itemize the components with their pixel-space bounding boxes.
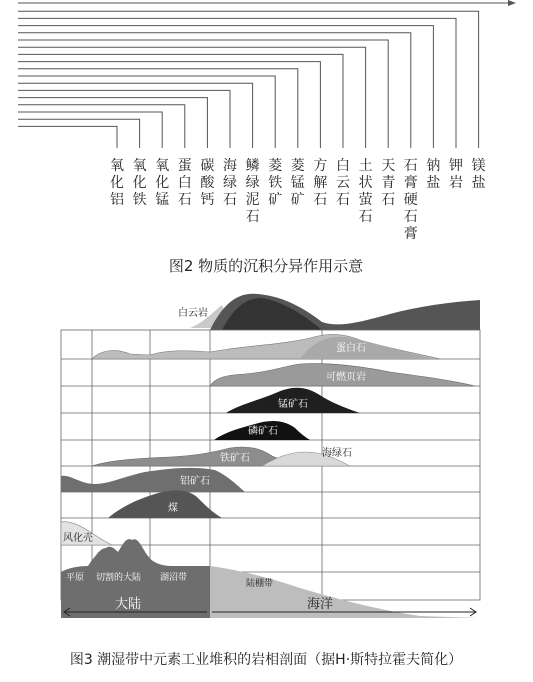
- differentiation-line: [18, 119, 140, 148]
- mineral-label: 鳞绿泥石: [245, 158, 260, 225]
- label-iron-ore: 铁矿石: [220, 453, 250, 464]
- mineral-label: 氧化铁: [132, 158, 147, 208]
- mineral-label: 钾岩: [449, 158, 463, 191]
- mineral-label: 蛋白石: [177, 158, 192, 208]
- mineral-label: 菱锰矿: [290, 158, 305, 208]
- label-glauconite: 海绿石: [322, 448, 352, 459]
- mineral-label: 土状萤石: [358, 158, 373, 225]
- differentiation-line: [18, 83, 253, 148]
- label-lake-zone: 湖沼带: [160, 573, 188, 583]
- figure-3-caption: 图3 潮湿带中元素工业堆积的岩相剖面（据H·斯特拉霍夫简化）: [69, 652, 463, 668]
- label-shelf-zone: 陆棚带: [246, 579, 274, 589]
- mineral-label: 氧化锰: [155, 158, 170, 208]
- label-organic-limestone: 有机灰岩: [296, 294, 336, 305]
- label-dissected-continent: 切割的大陆: [96, 573, 142, 583]
- differentiation-line: [18, 26, 433, 148]
- mineral-labels: [110, 157, 486, 242]
- mineral-label: 天青石: [381, 158, 396, 208]
- mineral-label: 钠盐: [426, 158, 441, 191]
- mineral-label: 白云石: [336, 158, 350, 208]
- mineral-label: 石膏硬石膏: [403, 158, 418, 242]
- label-continent: 大陆: [114, 597, 142, 612]
- label-coal: 煤: [168, 503, 178, 514]
- arrow-head-icon: [508, 0, 516, 6]
- label-plain: 平原: [66, 573, 85, 583]
- label-bauxite: 铝矿石: [180, 476, 210, 487]
- label-dolomite: 白云岩: [178, 308, 208, 319]
- figure-3-facies-profile: [0, 258, 533, 682]
- mineral-label: 镁盐: [471, 158, 486, 191]
- coal-shape: [108, 491, 222, 518]
- mineral-label: 氧化铝: [110, 158, 124, 208]
- figure-2-caption: 图2 物质的沉积分异作用示意: [168, 257, 364, 275]
- mineral-label: 方解石: [313, 158, 328, 208]
- mineral-label: 菱铁矿: [268, 158, 283, 208]
- differentiation-line: [18, 11, 479, 148]
- figure-2-sedimentary-differentiation: [0, 0, 533, 275]
- label-phosphate: 磷矿石: [248, 426, 278, 437]
- differentiation-line: [18, 40, 388, 148]
- bauxite-shape: [61, 468, 245, 492]
- label-ocean: 海洋: [306, 597, 334, 612]
- differentiation-line: [18, 69, 298, 148]
- differentiation-line: [18, 112, 162, 148]
- mineral-label: 海绿石: [223, 158, 237, 208]
- mineral-label: 碳酸钙: [200, 158, 215, 208]
- differentiation-line: [18, 126, 117, 148]
- label-opal: 蛋白石: [336, 343, 366, 354]
- ocean-shelf-shape: [210, 566, 478, 618]
- label-manganese: 锰矿石: [278, 399, 308, 410]
- differentiation-lines: [18, 3, 508, 148]
- label-oil-shale: 可燃页岩: [326, 372, 366, 383]
- label-weathering: 风化壳: [63, 533, 93, 544]
